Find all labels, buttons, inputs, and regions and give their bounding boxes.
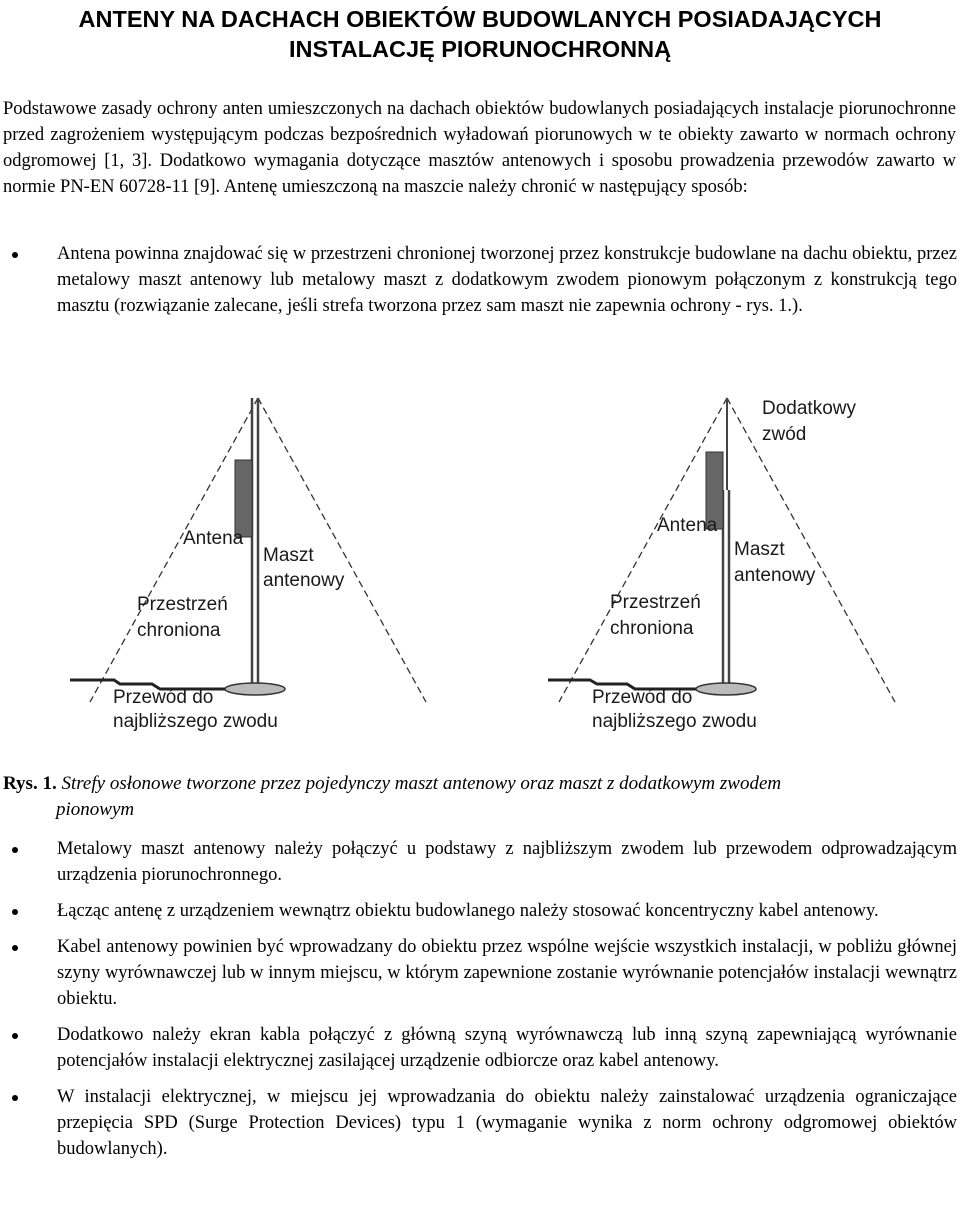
label-protected-space-2: chroniona (137, 620, 221, 641)
bullet-dot-icon (12, 1033, 18, 1039)
bullet-text: Metalowy maszt antenowy należy połączyć u podstawy z najbliższym zwodem lub przewodem odprowadzającym urządzenia piorunochronnego. (57, 839, 957, 885)
zone-boundary-left (90, 398, 258, 702)
figure-protection-zones (0, 380, 960, 750)
label-antenna: Antena (657, 515, 718, 536)
intro-paragraph: Podstawowe zasady ochrony anten umieszczonych na dachach obiektów budowlanych posiadających instalacje piorunochronne przed zagrożeniem występującym podczas bezpośrednich wyładowań piorunowych w te obiekty zawarto w normach ochrony odgromowej [1, 3]. Dodatkowo wymagania dotyczące masztów antenowych i sposobu prowadzenia przewodów zawarto w normie PN-EN 60728-11 [9]. Antenę umieszczoną na maszcie należy chronić w następujący sposób: (3, 99, 956, 197)
bullet-text: Antena powinna znajdować się w przestrzeni chronionej tworzonej przez konstrukcje budowlane na dachu obiektu, przez metalowy maszt antenowy lub metalowy maszt z dodatkowym zwodem pionowym połączonym z konstrukcją tego masztu (rozwiązanie zalecane, jeśli strefa tworzona przez sam maszt nie zapewnia ochrony - rys. 1.). (57, 244, 957, 316)
label-protected-space-1: Przestrzeń (610, 592, 701, 613)
figure-right-mast-with-rod (548, 398, 895, 732)
bullet-text: Łącząc antenę z urządzeniem wewnątrz obiektu budowlanego należy stosować koncentryczny kabel antenowy. (57, 901, 879, 921)
caption-text: Strefy osłonowe tworzone przez pojedynczy maszt antenowy oraz maszt z dodatkowym zwodem (61, 773, 782, 794)
bullet-dot-icon (12, 945, 18, 951)
label-mast-1: Maszt (263, 545, 314, 566)
label-mast-1: Maszt (734, 539, 785, 560)
bullet-item-antenna-zone (0, 241, 960, 319)
label-antenna: Antena (183, 528, 244, 549)
mast-base-icon (225, 683, 285, 695)
mast-base-icon (696, 683, 756, 695)
label-protected-space-2: chroniona (610, 618, 694, 639)
caption-text-continued: pionowym (56, 799, 135, 820)
bullet-text: Dodatkowo należy ekran kabla połączyć z główną szyną wyrównawczą lub inną szyną zapewniającą wyrównanie potencjałów instalacji elektrycznej zasilającej urządzenie odbiorcze oraz kabel antenowy. (57, 1025, 957, 1071)
title-line-1: ANTENY NA DACHACH OBIEKTÓW BUDOWLANYCH POSIADAJĄCYCH (78, 6, 882, 32)
label-additional-rod-2: zwód (762, 424, 807, 445)
bullet-item-coax-cable (0, 898, 960, 924)
bullet-list-top (0, 241, 960, 319)
bullet-dot-icon (12, 252, 18, 258)
bullet-item-spd (0, 1084, 960, 1162)
zone-boundary-left (559, 398, 727, 702)
bullet-text: W instalacji elektrycznej, w miejscu jej wprowadzania do obiektu należy zainstalować urządzenia ograniczające przepięcia SPD (Surge Protection Devices) typu 1 (wymaganie wynika z norm ochrony odgromowej obiektów budowlanych). (57, 1087, 957, 1159)
caption-label: Rys. 1. (3, 773, 57, 794)
label-additional-rod-1: Dodatkowy (762, 398, 856, 419)
label-mast-2: antenowy (734, 565, 816, 586)
bullet-dot-icon (12, 1095, 18, 1101)
label-wire-1: Przewód do (113, 687, 214, 708)
title-line-2: INSTALACJĘ PIORUNOCHRONNĄ (288, 36, 672, 62)
bullet-item-cable-shield (0, 1022, 960, 1074)
bullet-text: Kabel antenowy powinien być wprowadzany do obiektu przez wspólne wejście wszystkich instalacji, w pobliżu głównej szyny wyrównawczej lub w innym miejscu, w którym zapewnione zostanie wyrównanie potencjałów instalacji wewnątrz obiektu. (57, 937, 957, 1009)
label-mast-2: antenowy (263, 570, 345, 591)
figure-svg (0, 380, 960, 750)
label-wire-2: najbliższego zwodu (592, 711, 757, 732)
bullet-list-bottom (0, 836, 960, 1162)
bullet-dot-icon (12, 847, 18, 853)
bullet-item-mast-connection (0, 836, 960, 888)
label-wire-2: najbliższego zwodu (113, 711, 278, 732)
label-wire-1: Przewód do (592, 687, 693, 708)
figure-left-single-mast (70, 398, 426, 732)
figure-caption (3, 771, 953, 823)
bullet-item-cable-entry (0, 934, 960, 1012)
document-title (0, 4, 960, 64)
bullet-dot-icon (12, 909, 18, 915)
label-protected-space-1: Przestrzeń (137, 594, 228, 615)
antenna-box-icon (235, 460, 252, 537)
